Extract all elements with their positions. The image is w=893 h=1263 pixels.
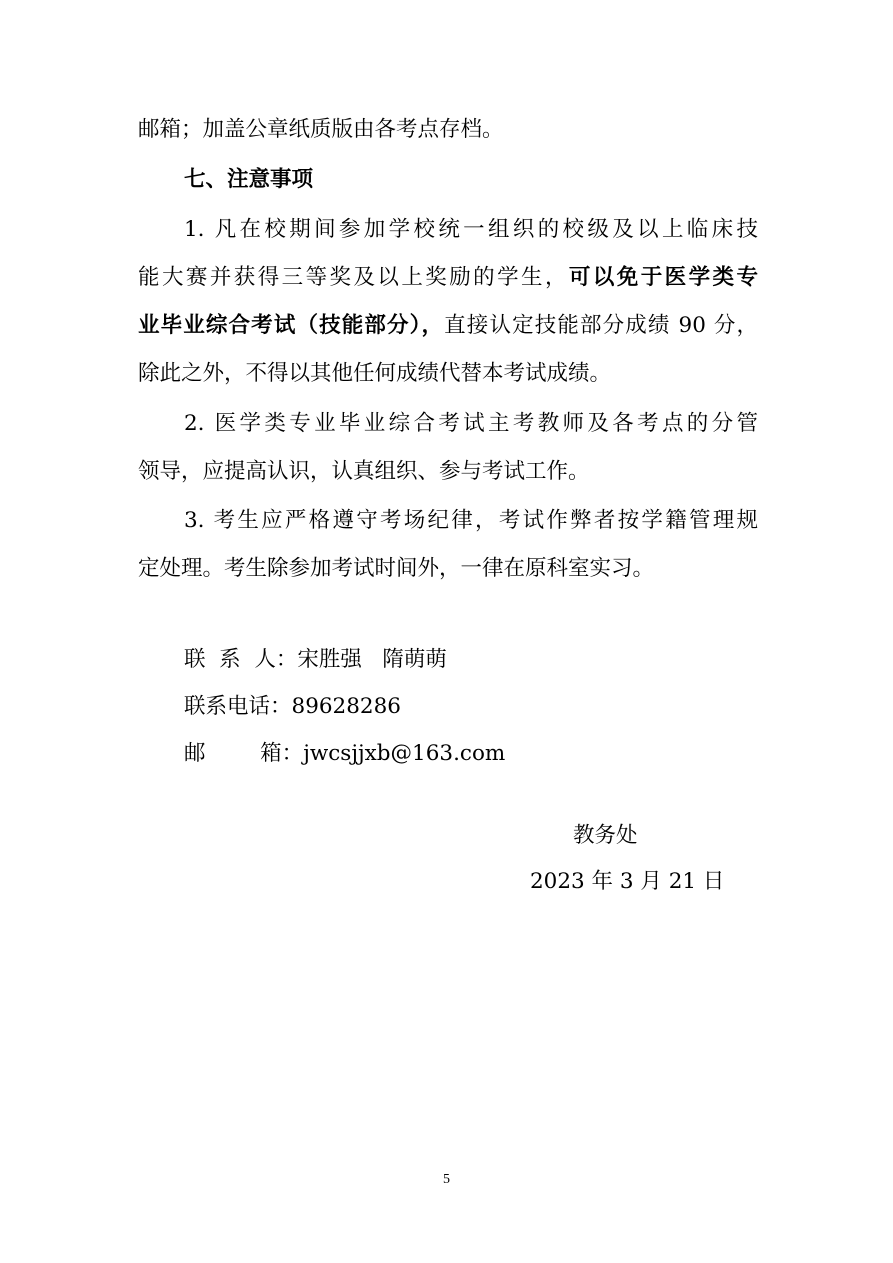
contact-phone-value: 89628286	[291, 694, 401, 719]
contact-email-value: jwcsjjxb@163.com	[303, 741, 506, 766]
page-number: 5	[443, 1172, 450, 1187]
item-1-line-3-normal: 直接认定技能部分成绩 90 分，	[444, 313, 758, 338]
contact-phone-label: 联系电话：	[184, 694, 292, 719]
contact-person-value: 宋胜强 隋萌萌	[297, 647, 447, 672]
item-2-line-2: 领导，应提高认识，认真组织、参与考试工作。	[138, 459, 590, 484]
item-2-line-1: 2. 医学类专业毕业综合考试主考教师及各考点的分管	[184, 411, 758, 436]
item-1-line-1: 1. 凡在校期间参加学校统一组织的校级及以上临床技	[184, 217, 758, 242]
contact-person	[184, 646, 447, 674]
signature-office: 教务处	[573, 823, 638, 848]
contact-email-label: 邮 箱：	[184, 741, 304, 766]
section-heading: 七、注意事项	[184, 167, 314, 192]
contact-phone	[184, 693, 401, 721]
intro-line: 邮箱；加盖公章纸质版由各考点存档。	[138, 117, 504, 142]
signature-date: 2023 年 3 月 21 日	[530, 869, 725, 894]
item-1-line-4: 除此之外，不得以其他任何成绩代替本考试成绩。	[138, 361, 612, 386]
contact-email	[184, 740, 505, 768]
item-1-line-2-normal: 能大赛并获得三等奖及以上奖励的学生，	[138, 265, 569, 290]
item-3-line-1: 3. 考生应严格遵守考场纪律，考试作弊者按学籍管理规	[184, 508, 758, 533]
item-1-line-3	[138, 312, 758, 340]
item-1-line-2	[138, 264, 758, 292]
item-1-line-3-bold: 业毕业综合考试（技能部分），	[138, 313, 445, 338]
item-1-line-2-bold: 可以免于医学类专	[568, 265, 758, 290]
item-3-line-2: 定处理。考生除参加考试时间外，一律在原科室实习。	[138, 556, 655, 581]
contact-person-label: 联 系 人：	[184, 647, 298, 672]
